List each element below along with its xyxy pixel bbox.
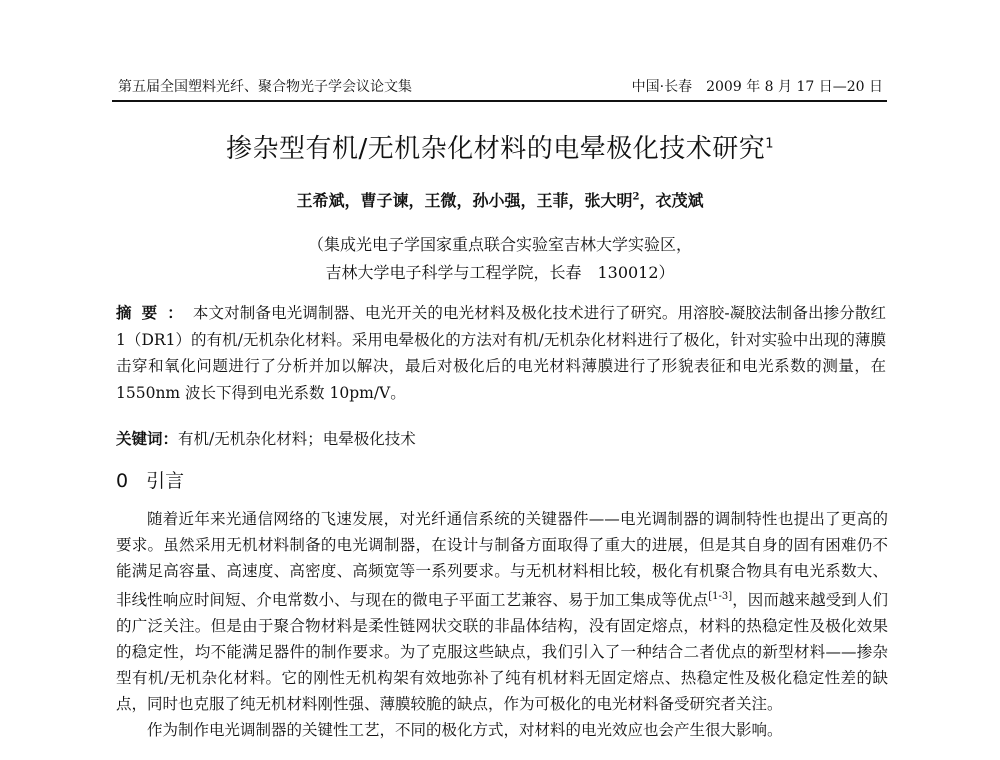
abstract (116, 300, 886, 406)
authors-part2: ，衣茂斌 (639, 191, 704, 210)
paragraph-text: 随着近年来光通信网络的飞速发展，对光纤通信系统的关键器件——电光调制器的调制特性也提出了更高的要求。虽然采用无机材料制备的电光调制器，在设计与制备方面取得了重大的进展，但是其自身的固有困难仍不能满足高容量、高速度、高密度、高频宽等一系列要求。与无机材料相比较，极化有机聚合物具有电光系数大、非线性响应时间短、介电常数小、与现在的微电子平面工艺兼容、易于加工集成等优点 (116, 510, 888, 610)
paragraph-text: 作为制作电光调制器的关键性工艺，不同的极化方式，对材料的电光效应也会产生很大影响。 (147, 721, 783, 740)
keywords-label: 关键词： (116, 429, 179, 448)
author-footnote-mark: 2 (632, 191, 640, 203)
introduction-body (116, 506, 888, 743)
title-footnote-mark: 1 (765, 136, 775, 152)
paragraph (116, 506, 888, 717)
abstract-label: 摘要： (116, 303, 193, 322)
paper-title (0, 128, 1000, 165)
keywords-text: 有机/无机杂化材料；电晕极化技术 (178, 430, 416, 448)
affiliation-line-2: 吉林大学电子科学与工程学院，长春 130012） (325, 263, 675, 282)
paper-title-text: 掺杂型有机/无机杂化材料的电晕极化技术研究 (225, 134, 766, 164)
conference-place-date: 中国·长春 2009 年 8 月 17 日—20 日 (631, 79, 883, 95)
author-list (0, 188, 1000, 211)
keywords (116, 427, 886, 449)
running-header (112, 74, 887, 102)
proceedings-title: 第五届全国塑料光纤、聚合物光子学会议论文集 (118, 79, 412, 95)
paragraph-text: ，因而越来越受到人们的广泛关注。但是由于聚合物材料是柔性链网状交联的非晶体结构，没有固定熔点，材料的热稳定性及极化效果的稳定性，均不能满足器件的制作要求。为了克服这些缺点，我们引入了一种结合二者优点的新型材料——掺杂型有机/无机杂化材料。它的刚性无机构架有效地弥补了纯有机材料无固定熔点、热稳定性及极化稳定性差的缺点，同时也克服了纯无机材料刚性强、薄膜较脆的缺点，作为可极化的电光材料备受研究者关注。 (116, 591, 888, 714)
section-title: 引言 (146, 470, 185, 492)
citation-ref: [1-3] (708, 591, 733, 602)
section-heading (116, 466, 184, 493)
abstract-text: 本文对制备电光调制器、电光开关的电光材料及极化技术进行了研究。用溶胶-凝胶法制备出掺分散红 1（DR1）的有机/无机杂化材料。采用电晕极化的方法对有机/无机杂化材料进行了极化，针对实验中出现的薄膜击穿和氧化问题进行了分析并加以解决，最后对极化后的电光材料薄膜进行了形貌表征和电光系数的测量，在 1550nm 波长下得到电光系数 10pm/V。 (116, 304, 886, 402)
paragraph (116, 717, 888, 743)
authors-part1: 王希斌，曹子谏，王微，孙小强，王菲，张大明 (296, 191, 633, 210)
affiliation-line-1: （集成光电子学国家重点联合实验室吉林大学实验区， (307, 235, 692, 254)
section-number: 0 (116, 470, 129, 492)
